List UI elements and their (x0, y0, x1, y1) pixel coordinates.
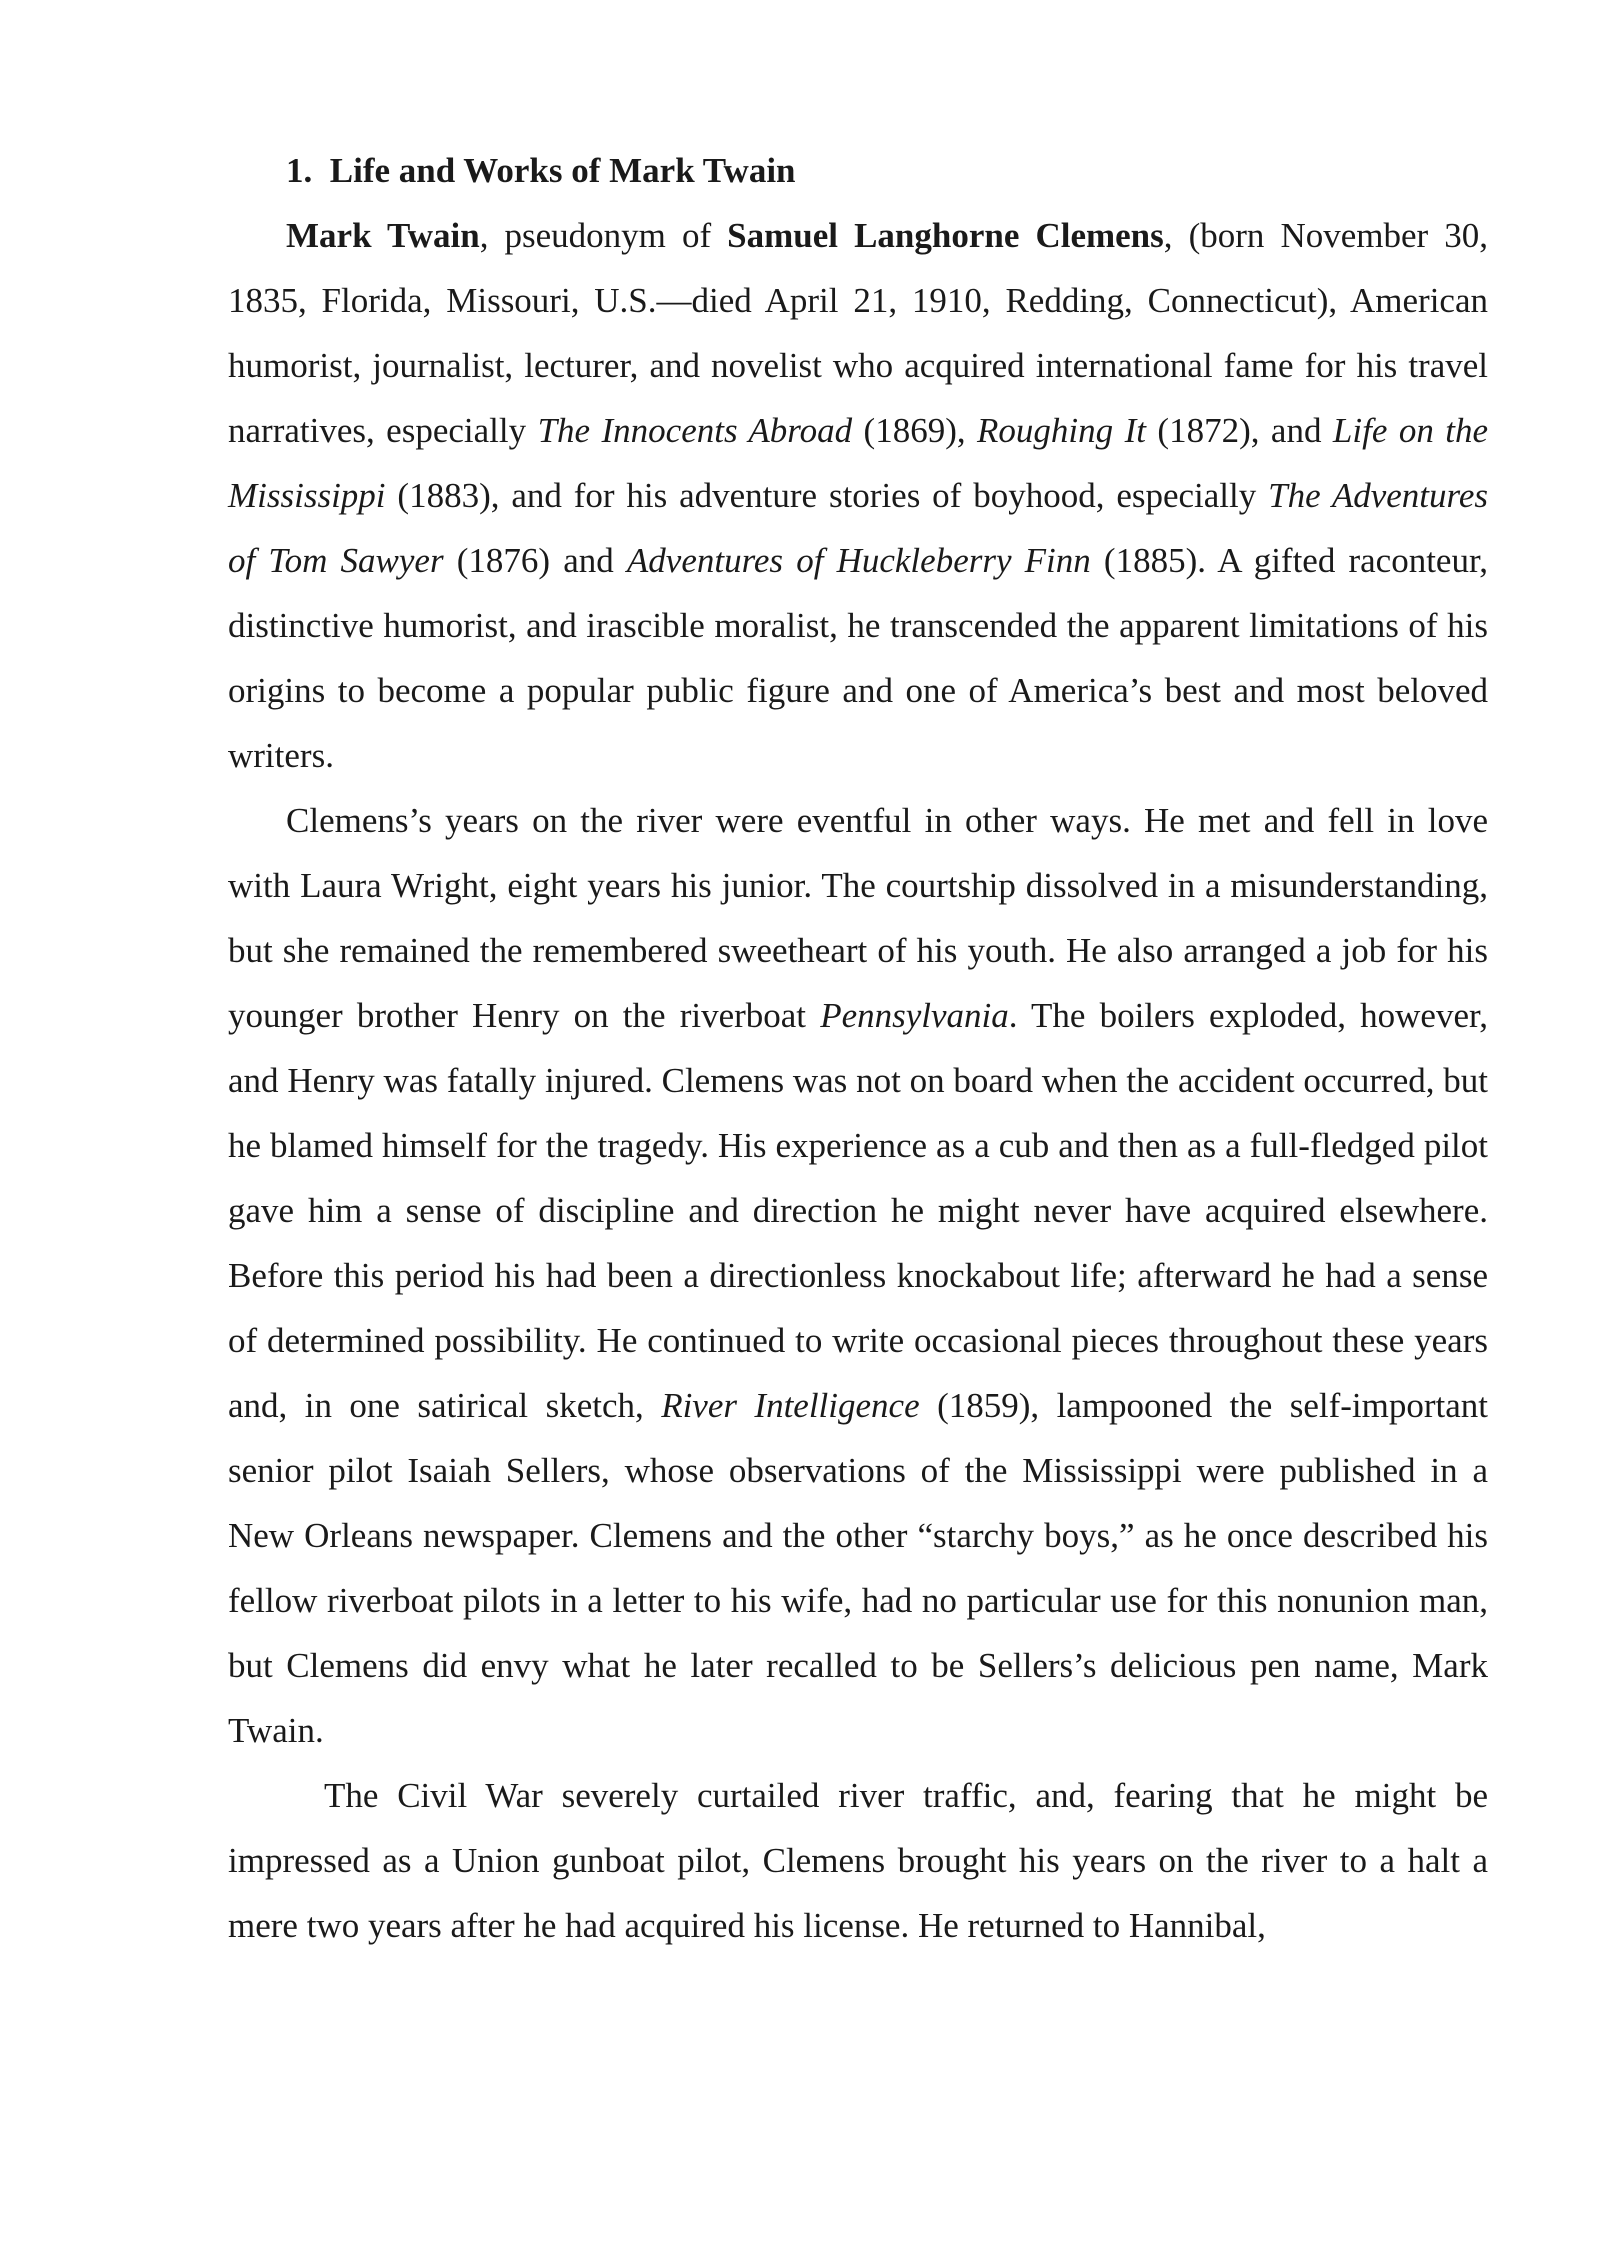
paragraph-text: (1883), and for his adventure stories of boyhood, especially (385, 476, 1269, 515)
paragraph-text: (1876) and (443, 541, 627, 580)
italic-title-text: Pennsylvania (820, 996, 1009, 1035)
paragraph-text: (1885). A gifted raconteur, distinctive humorist, and irascible moralist, he transcended the apparent limitations of his origins to become a popular public figure and one of America’s best and most beloved writers. (228, 541, 1488, 775)
paragraph-text: , pseudonym of (479, 216, 728, 255)
paragraph-text: , (born November 30, 1835, Florida, Missouri, U.S.—died April 21, 1910, Redding, Connecticut), American humorist, journalist, lecturer, and novelist who acquired international fame for his travel narratives, especially (228, 216, 1488, 450)
italic-title-text: The Innocents Abroad (537, 411, 853, 450)
section-number: 1. (286, 151, 313, 190)
italic-title-text: Roughing It (977, 411, 1146, 450)
paragraph-3 (228, 1763, 1488, 1958)
paragraph-text: (1859), lampooned the self-important senior pilot Isaiah Sellers, whose observations of the Mississippi were published in a New Orleans newspaper. Clemens and the other “starchy boys,” as he once described his fellow riverboat pilots in a letter to his wife, had no particular use for this nonunion man, but Clemens did envy what he later recalled to be Sellers’s delicious pen name, Mark Twain. (228, 1386, 1489, 1750)
paragraph-text: The Civil War severely curtailed river traffic, and, fearing that he might be impressed as a Union gunboat pilot, Clemens brought his years on the river to a halt a mere two years after he had acquired his license. He returned to Hannibal, (228, 1776, 1488, 1945)
paragraph-text: (1872), and (1145, 411, 1333, 450)
paragraph-1 (228, 203, 1488, 788)
section-title: Life and Works of Mark Twain (329, 151, 796, 190)
paragraph-text: . The boilers exploded, however, and Henry was fatally injured. Clemens was not on board when the accident occurred, but he blamed himself for the tragedy. His experience as a cub and then as a full-fledged pilot gave him a sense of discipline and direction he might never have acquired elsewhere. Before this period his had been a directionless knockabout life; afterward he had a sense of determined possibility. He continued to write occasional pieces throughout these years and, in one satirical sketch, (228, 996, 1489, 1425)
paragraph-text: Clemens’s years on the river were eventful in other ways. He met and fell in love with Laura Wright, eight years his junior. The courtship dissolved in a misunderstanding, but she remained the remembered sweetheart of his youth. He also arranged a job for his younger brother Henry on the riverboat (228, 801, 1488, 1035)
italic-title-text: Adventures of Huckleberry Finn (626, 541, 1091, 580)
italic-title-text: The Adventures of Tom Sawyer (228, 476, 1488, 580)
paragraph-text: (1869), (852, 411, 978, 450)
italic-title-text: River Intelligence (661, 1386, 920, 1425)
document-body (228, 138, 1488, 1958)
bold-name-text: Samuel Langhorne Clemens (727, 216, 1164, 255)
paragraph-2 (228, 788, 1488, 1763)
section-heading (228, 138, 1488, 203)
italic-title-text: Life on the Mississippi (228, 411, 1489, 515)
bold-name-text: Mark Twain (286, 216, 480, 255)
